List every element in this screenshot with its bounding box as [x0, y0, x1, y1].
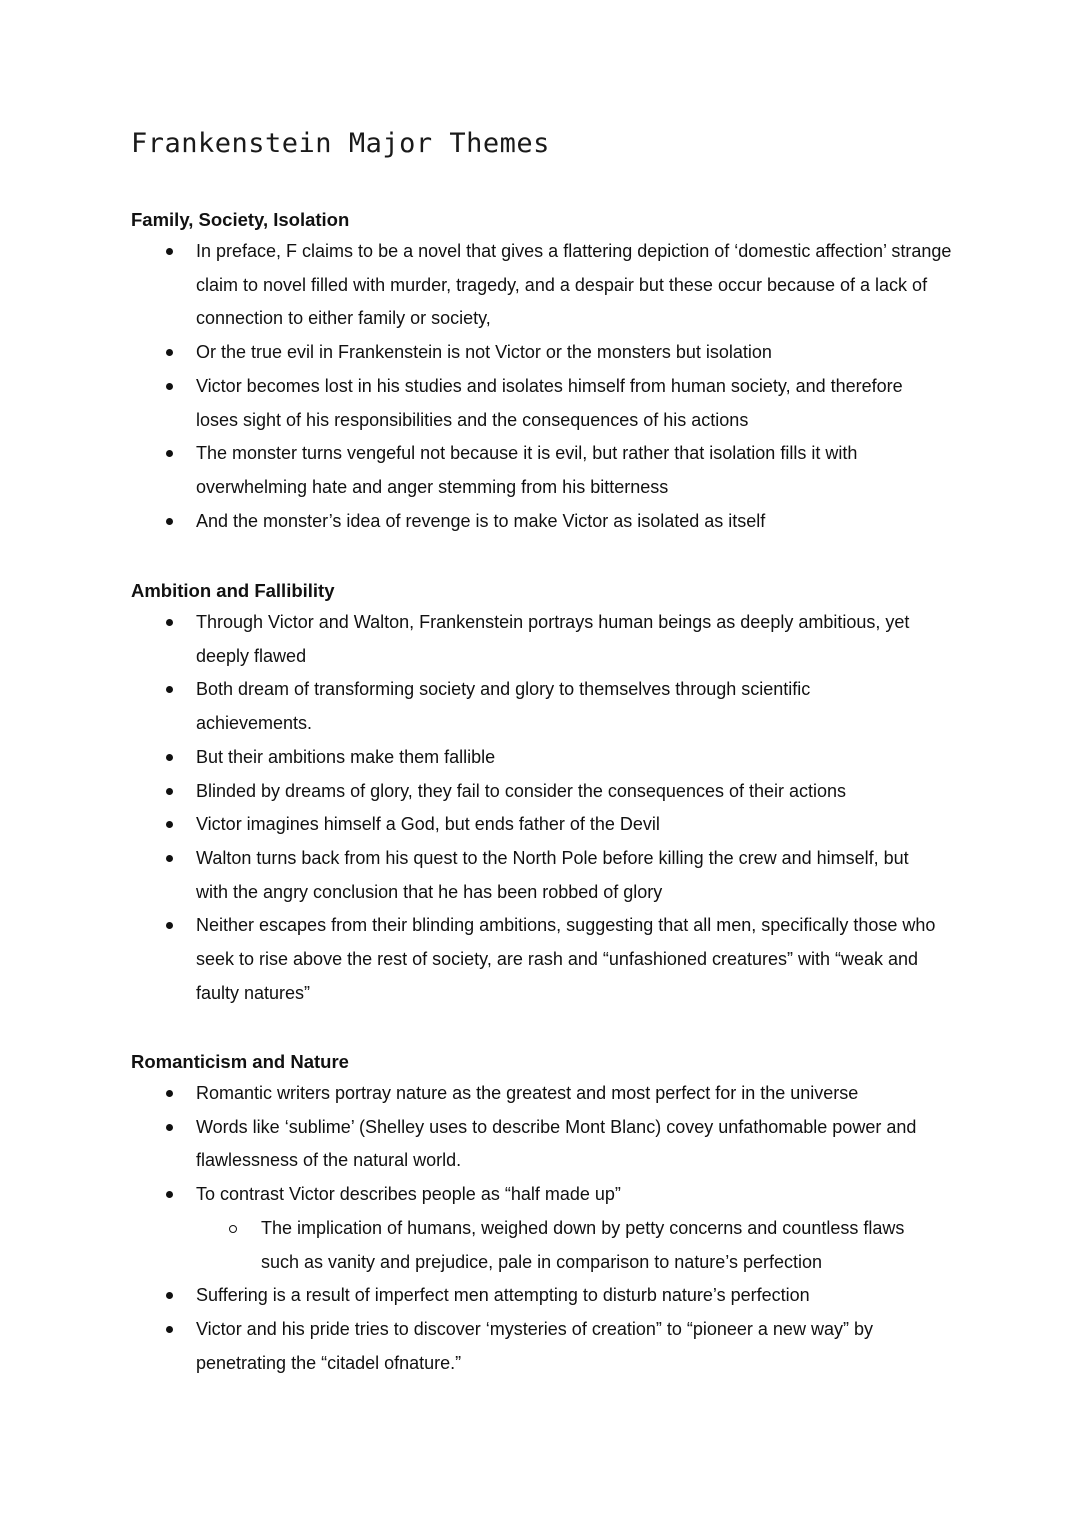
bullet-item: Through Victor and Walton, Frankenstein portrays human beings as deeply ambitious, yet deeply flawed	[131, 606, 961, 673]
document-title: Frankenstein Major Themes	[131, 128, 550, 159]
sub-bullet-item: The implication of humans, weighed down by petty concerns and countless flaws such as vanity and prejudice, pale in comparison to nature’s perfection	[196, 1212, 961, 1279]
bullet-list	[131, 1077, 961, 1380]
bullet-item: Victor imagines himself a God, but ends father of the Devil	[131, 808, 961, 842]
bullet-item: Victor becomes lost in his studies and isolates himself from human society, and therefore loses sight of his responsibilities and the consequences of his actions	[131, 370, 961, 437]
section-romanticism-nature	[131, 1047, 961, 1380]
bullet-item: Words like ‘sublime’ (Shelley uses to describe Mont Blanc) covey unfathomable power and flawlessness of the natural world.	[131, 1111, 961, 1178]
bullet-item: Or the true evil in Frankenstein is not Victor or the monsters but isolation	[131, 336, 961, 370]
bullet-list	[131, 235, 961, 538]
bullet-item: Walton turns back from his quest to the North Pole before killing the crew and himself, but with the angry conclusion that he has been robbed of glory	[131, 842, 961, 909]
bullet-item: Victor and his pride tries to discover ‘mysteries of creation” to “pioneer a new way” by penetrating the “citadel ofnature.”	[131, 1313, 961, 1380]
bullet-text: To contrast Victor describes people as “half made up”	[196, 1184, 621, 1205]
section-heading: Ambition and Fallibility	[131, 580, 335, 601]
bullet-item: Both dream of transforming society and glory to themselves through scientific achievements.	[131, 673, 961, 740]
bullet-item-with-sub	[131, 1178, 961, 1279]
section-ambition-fallibility	[131, 576, 961, 1010]
bullet-item: In preface, F claims to be a novel that gives a flattering depiction of ‘domestic affection’ strange claim to novel filled with murder, tragedy, and a despair but these occur because of a lack of connection to either family or society,	[131, 235, 961, 336]
sub-bullet-list	[196, 1212, 961, 1279]
bullet-item: And the monster’s idea of revenge is to make Victor as isolated as itself	[131, 505, 961, 539]
section-heading: Romanticism and Nature	[131, 1051, 349, 1072]
bullet-item: The monster turns vengeful not because it is evil, but rather that isolation fills it with overwhelming hate and anger stemming from his bitterness	[131, 437, 961, 504]
bullet-item: Neither escapes from their blinding ambitions, suggesting that all men, specifically those who seek to rise above the rest of society, are rash and “unfashioned creatures” with “weak and faulty natures”	[131, 909, 961, 1010]
bullet-item: Blinded by dreams of glory, they fail to consider the consequences of their actions	[131, 775, 961, 809]
bullet-item: Romantic writers portray nature as the greatest and most perfect for in the universe	[131, 1077, 961, 1111]
bullet-item: Suffering is a result of imperfect men attempting to disturb nature’s perfection	[131, 1279, 961, 1313]
bullet-list	[131, 606, 961, 1010]
bullet-item: But their ambitions make them fallible	[131, 741, 961, 775]
section-family-society-isolation	[131, 205, 961, 538]
section-heading: Family, Society, Isolation	[131, 209, 350, 230]
